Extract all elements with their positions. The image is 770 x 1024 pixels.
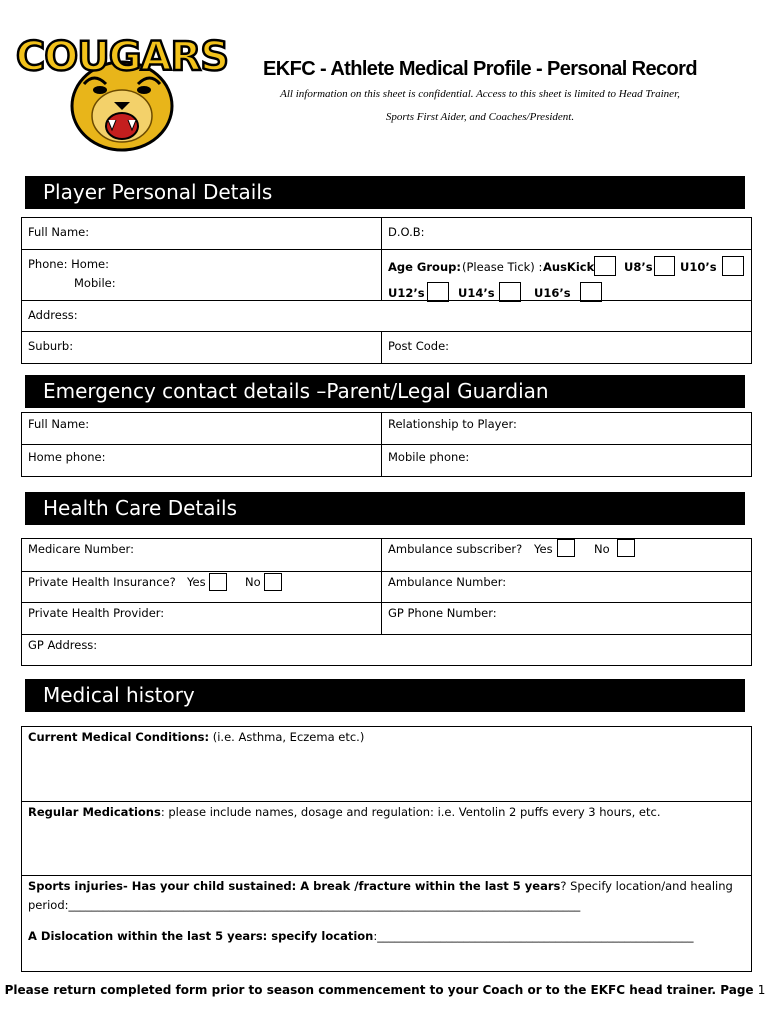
medical-row-injuries [22, 875, 751, 971]
medical-row-medications [22, 801, 751, 875]
current-conditions-label: Current Medical Conditions: [28, 730, 210, 744]
confidentiality-note-line1: All information on this sheet is confidential. Access to this sheet is limited to Head Trainer, [280, 88, 680, 100]
private-insurance-label: Private Health Insurance? [28, 575, 176, 589]
section-header-health: Health Care Details [25, 492, 745, 525]
section-header-emergency: Emergency contact details –Parent/Legal Guardian [25, 375, 745, 408]
player-row-suburb [22, 331, 751, 363]
u16-label: U16’s [534, 286, 571, 300]
regular-medications-label: Regular Medications [28, 805, 161, 819]
regular-medications-hint: : please include names, dosage and regulation: i.e. Ventolin 2 puffs every 3 hours, etc. [160, 805, 661, 819]
u8-label: U8’s [624, 260, 653, 274]
u8-checkbox[interactable] [654, 256, 675, 276]
sports-injuries-label: Sports injuries- Has your child sustained: A break /fracture within the last 5 years [28, 879, 561, 893]
auskick-checkbox[interactable] [594, 256, 616, 276]
private-provider-label: Private Health Provider: [28, 606, 165, 620]
section-header-medical: Medical history [25, 679, 745, 712]
confidentiality-note-line2: Sports First Aider, and Coaches/President. [385, 111, 575, 123]
dislocation-line: :_______________________________________________________ [373, 929, 694, 943]
address-label: Address: [28, 308, 78, 322]
relationship-label: Relationship to Player: [388, 417, 517, 431]
full-name-label: Full Name: [28, 225, 90, 239]
ambulance-yes-label: Yes [534, 542, 553, 556]
u12-label: U12’s [388, 286, 425, 300]
insurance-yes-label: Yes [187, 575, 206, 589]
emergency-row-phones [22, 444, 751, 476]
age-group-label: Age Group: [388, 260, 461, 274]
auskick-label: AusKick [543, 260, 595, 274]
emergency-full-name-label: Full Name: [28, 417, 90, 431]
please-tick-note: (Please Tick) : [462, 260, 543, 274]
player-details-table [21, 217, 752, 364]
gp-phone-label: GP Phone Number: [388, 606, 497, 620]
post-code-label: Post Code: [388, 339, 450, 353]
u14-checkbox[interactable] [499, 282, 521, 302]
health-row-medicare [22, 539, 751, 571]
ambulance-no-label: No [594, 542, 610, 556]
ambulance-number-label: Ambulance Number: [388, 575, 507, 589]
dob-label: D.O.B: [388, 225, 425, 239]
insurance-no-label: No [245, 575, 261, 589]
ambulance-no-checkbox[interactable] [617, 539, 635, 557]
health-row-provider [22, 602, 751, 634]
current-conditions-hint: (i.e. Asthma, Eczema etc.) [212, 730, 365, 744]
player-row-address [22, 300, 751, 331]
emergency-table [21, 412, 752, 477]
player-row-phone [22, 249, 751, 300]
health-row-gp-address [22, 634, 751, 665]
footer-text: Please return completed form prior to season commencement to your Coach or to the EKFC head trainer. Page [4, 983, 754, 997]
ambulance-yes-checkbox[interactable] [557, 539, 575, 557]
health-row-insurance [22, 571, 751, 602]
emergency-row-name [22, 413, 751, 444]
phone-home-label: Phone: Home: [28, 257, 109, 271]
page-title: EKFC - Athlete Medical Profile - Personal Record [263, 58, 697, 80]
ambulance-subscriber-label: Ambulance subscriber? [388, 542, 523, 556]
u14-label: U14’s [458, 286, 495, 300]
gp-address-label: GP Address: [28, 638, 98, 652]
insurance-no-checkbox[interactable] [264, 573, 282, 591]
dislocation-label: A Dislocation within the last 5 years: specify location [28, 929, 374, 943]
insurance-yes-checkbox[interactable] [209, 573, 227, 591]
suburb-label: Suburb: [28, 339, 74, 353]
u16-checkbox[interactable] [580, 282, 602, 302]
medicare-label: Medicare Number: [28, 542, 134, 556]
home-phone-label: Home phone: [28, 450, 106, 464]
mobile-phone-label: Mobile phone: [388, 450, 470, 464]
section-header-player: Player Personal Details [25, 176, 745, 209]
medical-table [21, 726, 752, 972]
u10-label: U10’s [680, 260, 717, 274]
u12-checkbox[interactable] [427, 282, 449, 302]
health-table [21, 538, 752, 666]
cougars-logo [15, 24, 229, 154]
u10-checkbox[interactable] [722, 256, 744, 276]
logo-text: COUGARS [15, 34, 229, 80]
phone-mobile-label: Mobile: [74, 276, 116, 290]
page-number: 1 [757, 983, 766, 997]
sports-injuries-hint: ? Specify location/and healing [560, 879, 733, 893]
player-row-name [22, 218, 751, 249]
footer-note [0, 983, 770, 997]
medical-row-conditions [22, 727, 751, 801]
healing-period-line: period:_________________________________________________________________________________________ [28, 898, 581, 912]
